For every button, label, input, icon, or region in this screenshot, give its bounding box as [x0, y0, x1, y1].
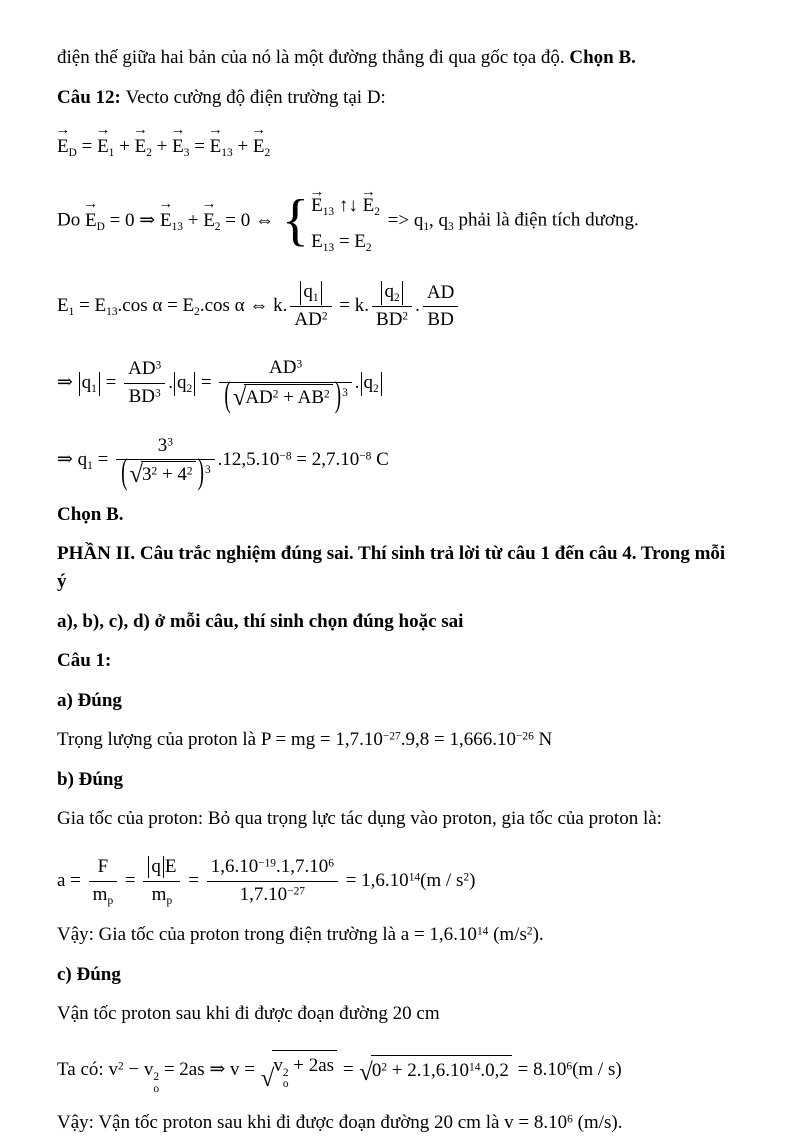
math-text: E	[57, 136, 69, 158]
math-superscript: −27	[382, 730, 401, 743]
math-expression	[108, 1054, 622, 1095]
vector-arrow-icon: →	[83, 195, 99, 212]
math-vector	[158, 195, 183, 233]
math-expression	[57, 434, 389, 493]
math-subscript: 1	[312, 292, 319, 305]
math-subscript: o	[153, 1082, 160, 1095]
vector-arrow-icon: →	[208, 122, 223, 139]
sqrt-body	[371, 1055, 512, 1086]
math-paren-group	[223, 375, 342, 416]
open-paren: (	[224, 375, 231, 416]
math-text: + AB	[278, 386, 325, 408]
math-case-system	[282, 185, 380, 257]
math-text: 3	[157, 434, 168, 456]
case-row	[311, 185, 380, 221]
math-text: => q	[382, 209, 424, 231]
vector-arrow-icon: →	[201, 195, 217, 212]
math-vector	[360, 184, 380, 219]
math-text: BD	[427, 309, 454, 331]
math-absolute-value	[361, 372, 382, 396]
math-superscript: 2	[463, 871, 470, 884]
paragraph	[57, 501, 738, 529]
math-absolute-value	[300, 281, 321, 305]
paragraph	[57, 540, 738, 595]
math-subscript: o	[282, 1078, 289, 1091]
math-text: AD	[245, 386, 273, 408]
math-text: 1,6.10	[210, 856, 259, 878]
math-text: , q	[429, 209, 449, 231]
vector-arrow-icon: →	[309, 184, 325, 201]
fraction-denominator	[143, 882, 180, 909]
sqrt-body	[244, 384, 332, 411]
math-text: N	[533, 729, 553, 751]
math-text: .cos α ⇔ k.	[199, 295, 288, 317]
text-run: Vậy: Vận tốc proton sau khi đi được đoạn đường 20 cm là v = 8.10	[57, 1111, 568, 1133]
math-square-root	[261, 1050, 337, 1091]
math-superscript: 2	[117, 1060, 124, 1073]
math-vector	[55, 122, 77, 160]
math-vector	[83, 195, 105, 233]
math-text: E	[97, 136, 109, 158]
math-text: + 2as	[288, 1054, 335, 1076]
math-text: q	[384, 281, 394, 303]
math-fraction	[143, 855, 180, 909]
math-text: E	[134, 136, 147, 158]
math-fraction	[290, 280, 331, 333]
math-text: E	[57, 295, 69, 317]
math-absolute-value	[174, 372, 195, 396]
math-expression	[55, 122, 271, 160]
math-text: C	[371, 449, 389, 471]
math-subscript: D	[96, 220, 105, 233]
math-subscript: 2	[186, 382, 193, 395]
fraction-denominator	[290, 307, 331, 333]
math-subscript: 3	[183, 147, 190, 160]
radical-icon: √	[260, 1064, 275, 1092]
math-text: m	[92, 883, 108, 905]
math-superscript: 6	[567, 1112, 573, 1125]
math-expression	[477, 924, 488, 945]
math-superscript: 2	[381, 1061, 388, 1074]
math-subscript: p	[166, 894, 173, 907]
math-fraction	[116, 434, 215, 493]
vector-arrow-icon: →	[251, 122, 267, 139]
math-subscript: p	[107, 894, 114, 907]
math-subscript: D	[68, 147, 77, 160]
equation-line	[57, 1040, 738, 1096]
document-content	[57, 44, 738, 1136]
math-square-root	[233, 384, 333, 411]
text-run: Trọng lượng của proton là	[57, 729, 261, 751]
paragraph	[57, 726, 738, 754]
math-text: AD	[294, 309, 322, 331]
text-run: (m/s).	[572, 1111, 623, 1133]
math-superscript: 2	[526, 925, 533, 938]
text-run: Vecto cường độ điện trường tại D:	[125, 86, 386, 108]
math-expression	[57, 357, 383, 416]
math-subscript: 1	[108, 147, 115, 160]
math-text: q	[151, 855, 161, 877]
text-run: a), b), c), d) ở mỗi câu, thí sinh chọn đúng hoặc sai	[57, 610, 464, 632]
text-run: Do	[57, 209, 85, 231]
math-text: .9,8 = 1,666.10	[400, 729, 516, 751]
math-superscript: 3	[155, 359, 162, 372]
math-subscript: 2	[264, 147, 271, 160]
math-subscript: 1	[68, 306, 75, 319]
close-paren: )	[334, 375, 342, 416]
math-vector-base	[208, 122, 223, 162]
math-vector-base	[251, 122, 267, 162]
math-text: AD	[426, 281, 455, 303]
equation-line	[57, 845, 738, 909]
math-superscript: −8	[359, 450, 372, 463]
math-subscript: 13	[322, 242, 335, 255]
math-vector-base	[55, 122, 71, 162]
math-text: =	[100, 371, 122, 393]
fraction-numerator	[207, 855, 338, 882]
math-text: F	[97, 855, 109, 877]
math-superscript: 2	[324, 388, 330, 401]
math-text: + 2.1,6.10	[387, 1060, 470, 1082]
math-superscript: 2	[151, 465, 158, 478]
equation-line	[57, 270, 738, 333]
fraction-numerator	[124, 357, 165, 384]
math-text: = 0 ⇒	[104, 209, 160, 231]
math-text: E	[203, 209, 215, 231]
equation-line	[57, 123, 738, 162]
math-vector-base	[360, 184, 376, 217]
case-row	[311, 221, 380, 257]
paragraph	[57, 1109, 738, 1136]
math-text: +	[151, 136, 173, 158]
math-superscript: 14	[476, 925, 489, 938]
math-vector-base	[158, 195, 174, 236]
text-run: Chọn B.	[569, 47, 636, 68]
math-text: (m / s	[420, 869, 464, 891]
math-square-root	[129, 461, 195, 488]
math-text: =	[183, 869, 204, 891]
math-vector	[95, 122, 115, 160]
math-text: 3	[141, 464, 152, 486]
fraction-denominator	[423, 307, 458, 333]
fraction-denominator	[89, 882, 117, 909]
math-text: AD	[128, 358, 156, 380]
math-text: E	[209, 136, 222, 158]
text-run: (m/s	[488, 924, 527, 946]
math-text: a =	[57, 869, 86, 891]
math-text: v	[273, 1054, 283, 1076]
math-text: P = mg = 1,7.10	[260, 729, 383, 751]
math-text: v	[108, 1059, 118, 1081]
math-text: E	[159, 209, 172, 231]
equation-line	[57, 424, 738, 493]
math-subscript: 2	[393, 292, 400, 305]
fraction-numerator	[290, 280, 331, 307]
math-superscript: 3	[155, 387, 161, 400]
math-text: E	[311, 195, 323, 217]
math-vector-base	[132, 122, 148, 162]
math-subscript: 13	[106, 306, 118, 319]
math-vector-base	[201, 195, 217, 236]
paragraph	[57, 44, 738, 72]
math-text: E	[172, 136, 184, 158]
paragraph	[57, 84, 738, 112]
text-run: Câu 12:	[57, 86, 126, 108]
paragraph	[57, 647, 738, 675]
math-text: .12,5.10	[217, 449, 280, 471]
math-vector	[132, 122, 152, 160]
text-run: Câu 1:	[57, 650, 112, 672]
math-square-root	[359, 1055, 512, 1086]
text-run: b) Đúng	[57, 768, 123, 790]
math-absolute-value	[79, 372, 100, 396]
fraction-numerator	[143, 855, 180, 882]
math-fraction	[423, 281, 458, 333]
math-text: E	[311, 231, 323, 253]
equation-line	[57, 175, 738, 257]
math-text: = 2as ⇒ v =	[159, 1059, 260, 1081]
math-text: BD	[128, 385, 156, 407]
math-superscript: 2	[282, 1066, 289, 1079]
math-text: = 8.10	[512, 1059, 567, 1081]
math-fraction	[372, 280, 412, 333]
math-superscript: −27	[287, 885, 305, 898]
math-text: q	[363, 371, 374, 393]
fraction-denominator	[207, 882, 338, 908]
vector-arrow-icon: →	[132, 122, 148, 139]
math-text: =	[189, 136, 210, 158]
fraction-numerator	[219, 356, 351, 383]
math-subscript: 1	[423, 220, 430, 233]
math-vector	[208, 122, 233, 160]
math-text: +	[114, 136, 135, 158]
math-text: .cos α = E	[117, 295, 195, 317]
sqrt-body	[141, 461, 196, 488]
math-expression	[261, 729, 552, 750]
math-text: BD	[376, 309, 403, 331]
math-text: E	[252, 136, 265, 158]
math-text: = 2,7.10	[291, 449, 360, 471]
math-vector	[251, 122, 271, 160]
math-superscript: −19	[258, 857, 277, 870]
math-superscript: 3	[167, 435, 173, 448]
radical-icon: √	[232, 383, 247, 411]
math-text: (m / s)	[572, 1059, 622, 1081]
math-text: − v	[123, 1059, 154, 1081]
math-fraction	[207, 855, 338, 907]
math-text: E	[84, 209, 97, 231]
paragraph	[57, 608, 738, 636]
math-superscript: 14	[469, 1061, 481, 1074]
sqrt-body	[272, 1050, 337, 1091]
math-expression	[57, 281, 461, 331]
math-subscript: 13	[171, 220, 183, 233]
paragraph	[57, 766, 738, 794]
math-fraction	[219, 356, 351, 416]
paren-body	[128, 461, 196, 488]
fraction-denominator	[124, 384, 165, 410]
text-run: phải là điện tích dương.	[453, 209, 639, 231]
math-absolute-value	[148, 856, 164, 878]
math-text: E	[362, 195, 375, 217]
math-text: = 1,6.10	[340, 869, 409, 891]
math-expression	[83, 184, 454, 255]
fraction-denominator	[219, 375, 351, 416]
math-subscript: 2	[214, 220, 221, 233]
case-rows	[311, 185, 380, 257]
math-text: m	[151, 883, 167, 905]
fraction-denominator	[116, 453, 215, 493]
math-superscript: 14	[408, 871, 421, 884]
math-vector-base	[170, 122, 186, 162]
math-superscript: 6	[566, 1060, 573, 1073]
vector-arrow-icon: →	[360, 184, 376, 201]
math-fraction	[89, 855, 117, 909]
text-run: Ta có:	[57, 1059, 109, 1081]
fraction-numerator	[89, 855, 117, 882]
math-text: =	[196, 371, 217, 393]
text-run: ).	[532, 924, 544, 946]
math-fraction	[124, 357, 165, 409]
math-text: E	[164, 855, 177, 877]
math-text: ⇒	[57, 371, 78, 393]
math-subscript: 2	[374, 206, 380, 219]
math-superscript: 6	[328, 857, 334, 870]
math-text: .0,2	[480, 1060, 509, 1082]
text-run: Vậy: Gia tốc của proton trong điện trường là a = 1,6.10	[57, 924, 477, 946]
math-text: ⇒ q	[57, 449, 88, 471]
math-superscript: 3	[342, 386, 348, 399]
math-expression	[57, 855, 476, 907]
math-subscript: 13	[322, 206, 335, 219]
math-subscript: 2	[365, 242, 372, 255]
math-text: .	[168, 371, 173, 393]
math-text: +	[182, 209, 204, 231]
math-subscript: 1	[87, 460, 93, 473]
math-text: =	[120, 869, 141, 891]
math-text: .	[415, 295, 420, 317]
math-subscript: 13	[221, 147, 233, 160]
open-paren: (	[121, 453, 128, 493]
math-text: q	[177, 371, 187, 393]
math-superscript: 2	[186, 465, 193, 478]
vector-arrow-icon: →	[55, 122, 71, 139]
math-text: =	[76, 136, 98, 158]
math-text: = E	[74, 295, 107, 317]
math-text: = E	[334, 231, 366, 253]
math-text: AD	[269, 357, 297, 379]
math-text: = 0 ⇔	[220, 209, 279, 231]
text-run: điện thế giữa hai bản của nó là một đường thẳng đi qua gốc tọa độ.	[57, 47, 570, 68]
math-superscript: −26	[515, 730, 534, 743]
math-superscript: 2	[153, 1070, 160, 1083]
vector-arrow-icon: →	[95, 122, 111, 139]
math-text: =	[338, 1059, 359, 1081]
paragraph	[57, 921, 738, 949]
math-superscript: 3	[204, 464, 211, 477]
math-text: 0	[371, 1060, 382, 1082]
paragraph	[57, 687, 738, 715]
vector-arrow-icon: →	[170, 122, 186, 139]
text-run: a) Đúng	[57, 689, 122, 711]
math-subscript: 2	[373, 382, 379, 395]
math-superscript: 3	[296, 358, 303, 371]
math-text: q	[81, 371, 92, 393]
fraction-numerator	[423, 281, 458, 308]
radical-icon: √	[359, 1059, 373, 1087]
text-run: Vận tốc proton sau khi đi được đoạn đường 20 cm	[57, 1003, 440, 1025]
math-vector	[170, 122, 190, 160]
radical-icon: √	[129, 461, 143, 489]
text-run: Gia tốc của proton: Bỏ qua trọng lực tác dụng vào proton, gia tốc của proton là:	[57, 808, 662, 830]
paragraph	[57, 961, 738, 989]
math-superscript: 2	[321, 310, 328, 323]
math-text: .1,7.10	[276, 856, 329, 878]
math-text: ↑↓	[334, 195, 363, 217]
math-subscript: 2	[146, 147, 152, 160]
math-text: =	[92, 449, 114, 471]
paren-body	[232, 384, 334, 411]
math-text: + 4	[157, 464, 187, 486]
math-vector-base	[95, 122, 111, 162]
math-subscript: 1	[91, 382, 97, 395]
math-superscript: −8	[279, 450, 292, 463]
math-text: +	[232, 136, 253, 158]
math-subscript: 3	[448, 220, 454, 233]
paragraph	[57, 805, 738, 833]
math-vector-base	[83, 195, 99, 236]
math-superscript: 2	[272, 388, 279, 401]
text-run: Chọn B.	[57, 503, 124, 525]
math-vector	[309, 184, 335, 219]
text-run: PHẦN II. Câu trắc nghiệm đúng sai. Thí sinh trả lời từ câu 1 đến câu 4. Trong mỗi ý	[57, 543, 726, 592]
math-subscript: 2	[194, 306, 200, 319]
math-vector-base	[309, 184, 325, 217]
math-paren-group	[120, 453, 205, 493]
vector-arrow-icon: →	[158, 195, 174, 212]
math-text: q	[303, 281, 313, 303]
equation-line	[57, 346, 738, 416]
close-paren: )	[197, 453, 204, 493]
math-text: = k.	[334, 295, 370, 317]
math-superscript: 2	[402, 310, 409, 323]
math-absolute-value	[381, 281, 402, 305]
math-text: .	[354, 371, 360, 393]
math-vector	[201, 195, 221, 233]
math-text: )	[469, 869, 476, 891]
fraction-numerator	[372, 280, 412, 307]
fraction-denominator	[372, 307, 412, 333]
paragraph	[57, 1000, 738, 1028]
math-text: 1,7.10	[239, 884, 288, 906]
left-brace-icon: {	[281, 189, 310, 253]
text-run: c) Đúng	[57, 963, 121, 985]
